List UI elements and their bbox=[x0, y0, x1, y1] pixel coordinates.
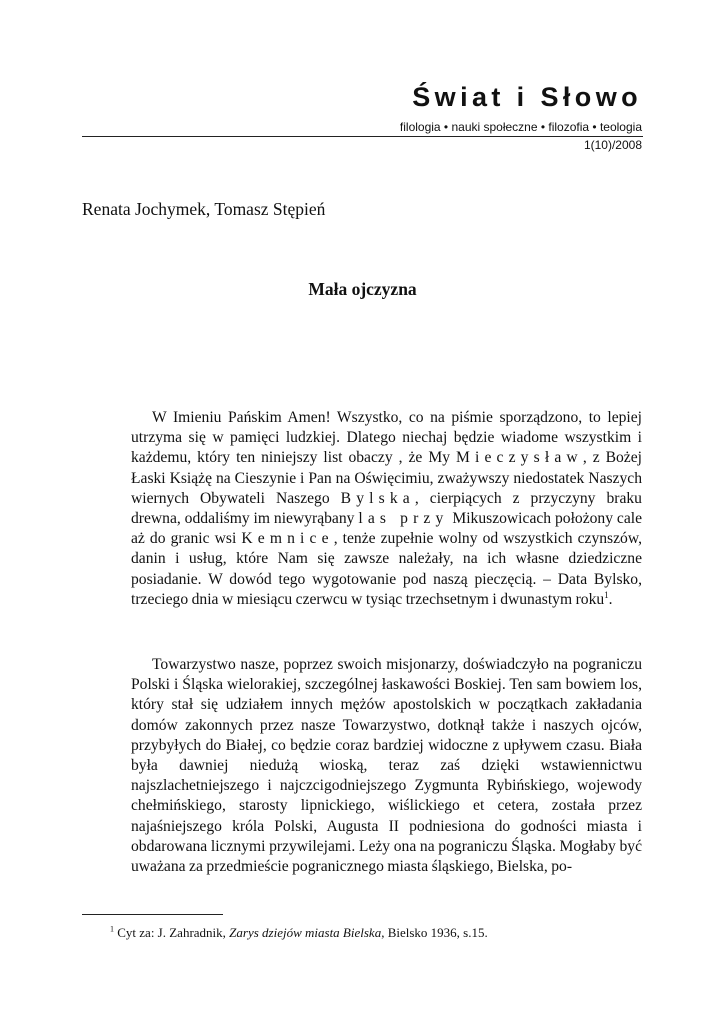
footnote-divider bbox=[82, 914, 223, 915]
quote-text-5: , tenże zupełnie wolny od wszystkich czynszów, danin i usług, które Nam się zawsze należały, na ich własne dziedziczne posiadanie. W dowód tego wygotowanie pod naszą pieczęcią. – Data Bylsko, trzeciego dnia w miesiącu czerwcu w tysiąc trzechsetnym i dwunastym roku bbox=[131, 530, 642, 608]
quote-name-kemnice: Kemnice bbox=[241, 530, 334, 548]
quote-name-mieczyslaw: Mieczysław bbox=[455, 449, 583, 467]
article-title: Mała ojczyzna bbox=[308, 279, 417, 299]
body-paragraph: Towarzystwo nasze, poprzez swoich misjonarzy, doświadczyło na pograniczu Polski i Śląska wielorakiej, szczególnej łaskawości Boskiej. Ten sam bowiem los, który stał się udziałem innych mężów apostolskich w początkach zakładania domów zakonnych przez nasze Towarzystwo, dotknął także i naszych ojców, przybyłych do Białej, co będzie coraz bardziej widoczne z upływem czasu. Biała była dawniej niedużą wioską, teraz zaś dzięki wstawiennictwu najszlachetniejszego i najczcigodniejszego Zygmunta Rybińskiego, wojewody chełmińskiego, starosty lipnickiego, wiślickiego et cetera, została przez najaśniejszego króla Polski, Augusta II podniesiona do godności miasta i obdarowana licznymi przywilejami. Leży ona na pograniczu Śląska. Mogłaby być uważana za przedmieście pogranicznego miasta śląskiego, Bielska, po- bbox=[131, 656, 642, 876]
issue-number: 1(10)/2008 bbox=[583, 138, 642, 152]
journal-title: Świat i Słowo bbox=[412, 82, 642, 112]
quote-paragraph bbox=[131, 408, 642, 610]
quote-text-3: , cierpiących z przyczyny braku drewna, oddaliśmy im niewyrąbany bbox=[131, 489, 642, 528]
quote-name-bylska: Bylska bbox=[340, 489, 415, 507]
footnote-suffix: , Bielsko 1936, s.15. bbox=[381, 925, 488, 940]
footnote-prefix: Cyt za: J. Zahradnik, bbox=[114, 925, 230, 940]
journal-subtitle: filologia • nauki społeczne • filozofia • teologia bbox=[399, 120, 642, 134]
footnote bbox=[110, 925, 488, 941]
quote-text-2: , z Bożej Łaski Książę na Cieszynie i Pan na Oświęcimiu, zważywszy niedostatek Naszych wiernych Obywateli Naszego bbox=[131, 449, 642, 507]
footnote-reference[interactable]: 1 bbox=[604, 589, 609, 600]
body-block bbox=[131, 655, 642, 877]
header-divider bbox=[82, 136, 643, 137]
quote-name-las-przy: las przy bbox=[358, 510, 449, 528]
quote-text-4: Mikuszowicach położony cale aż do granic wsi bbox=[131, 510, 642, 548]
footnote-book-title: Zarys dziejów miasta Bielska bbox=[229, 925, 382, 940]
quote-text-6: . bbox=[608, 590, 613, 608]
footnote-number: 1 bbox=[110, 924, 114, 934]
quote-text-1: W Imieniu Pańskim Amen! Wszystko, co na piśmie sporządzono, to lepiej utrzyma się w pamięci ludzkiej. Dlatego niechaj będzie wiadome wszystkim i każdemu, który ten niniejszy list obaczy , że My bbox=[131, 409, 642, 467]
article-authors: Renata Jochymek, Tomasz Stępień bbox=[82, 199, 326, 219]
quote-block bbox=[131, 408, 642, 610]
